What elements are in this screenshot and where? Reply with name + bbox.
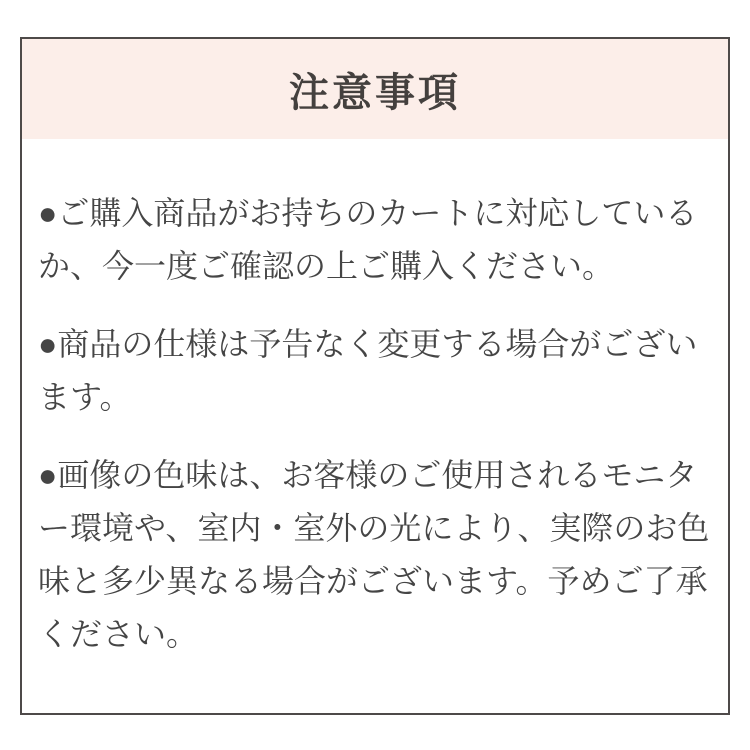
notice-item-text: 商品の仕様は予告なく変更する場合がございます。	[38, 326, 698, 415]
notice-item-text: ご購入商品がお持ちのカートに対応しているか、今一度ご確認の上ご購入ください。	[38, 195, 698, 284]
bullet-icon: ●	[38, 457, 58, 493]
notice-panel	[20, 37, 730, 715]
notice-body	[22, 139, 728, 713]
notice-item	[38, 318, 710, 424]
bullet-icon: ●	[38, 326, 58, 362]
notice-header	[22, 39, 728, 139]
notice-item-text: 画像の色味は、お客様のご使用されるモニター環境や、室内・室外の光により、実際のお色味と多少異なる場合がございます。予めご了承ください。	[38, 457, 710, 652]
bullet-icon: ●	[38, 195, 58, 231]
notice-item	[38, 449, 710, 661]
notice-title: 注意事項	[289, 70, 461, 115]
notice-item	[38, 187, 710, 293]
